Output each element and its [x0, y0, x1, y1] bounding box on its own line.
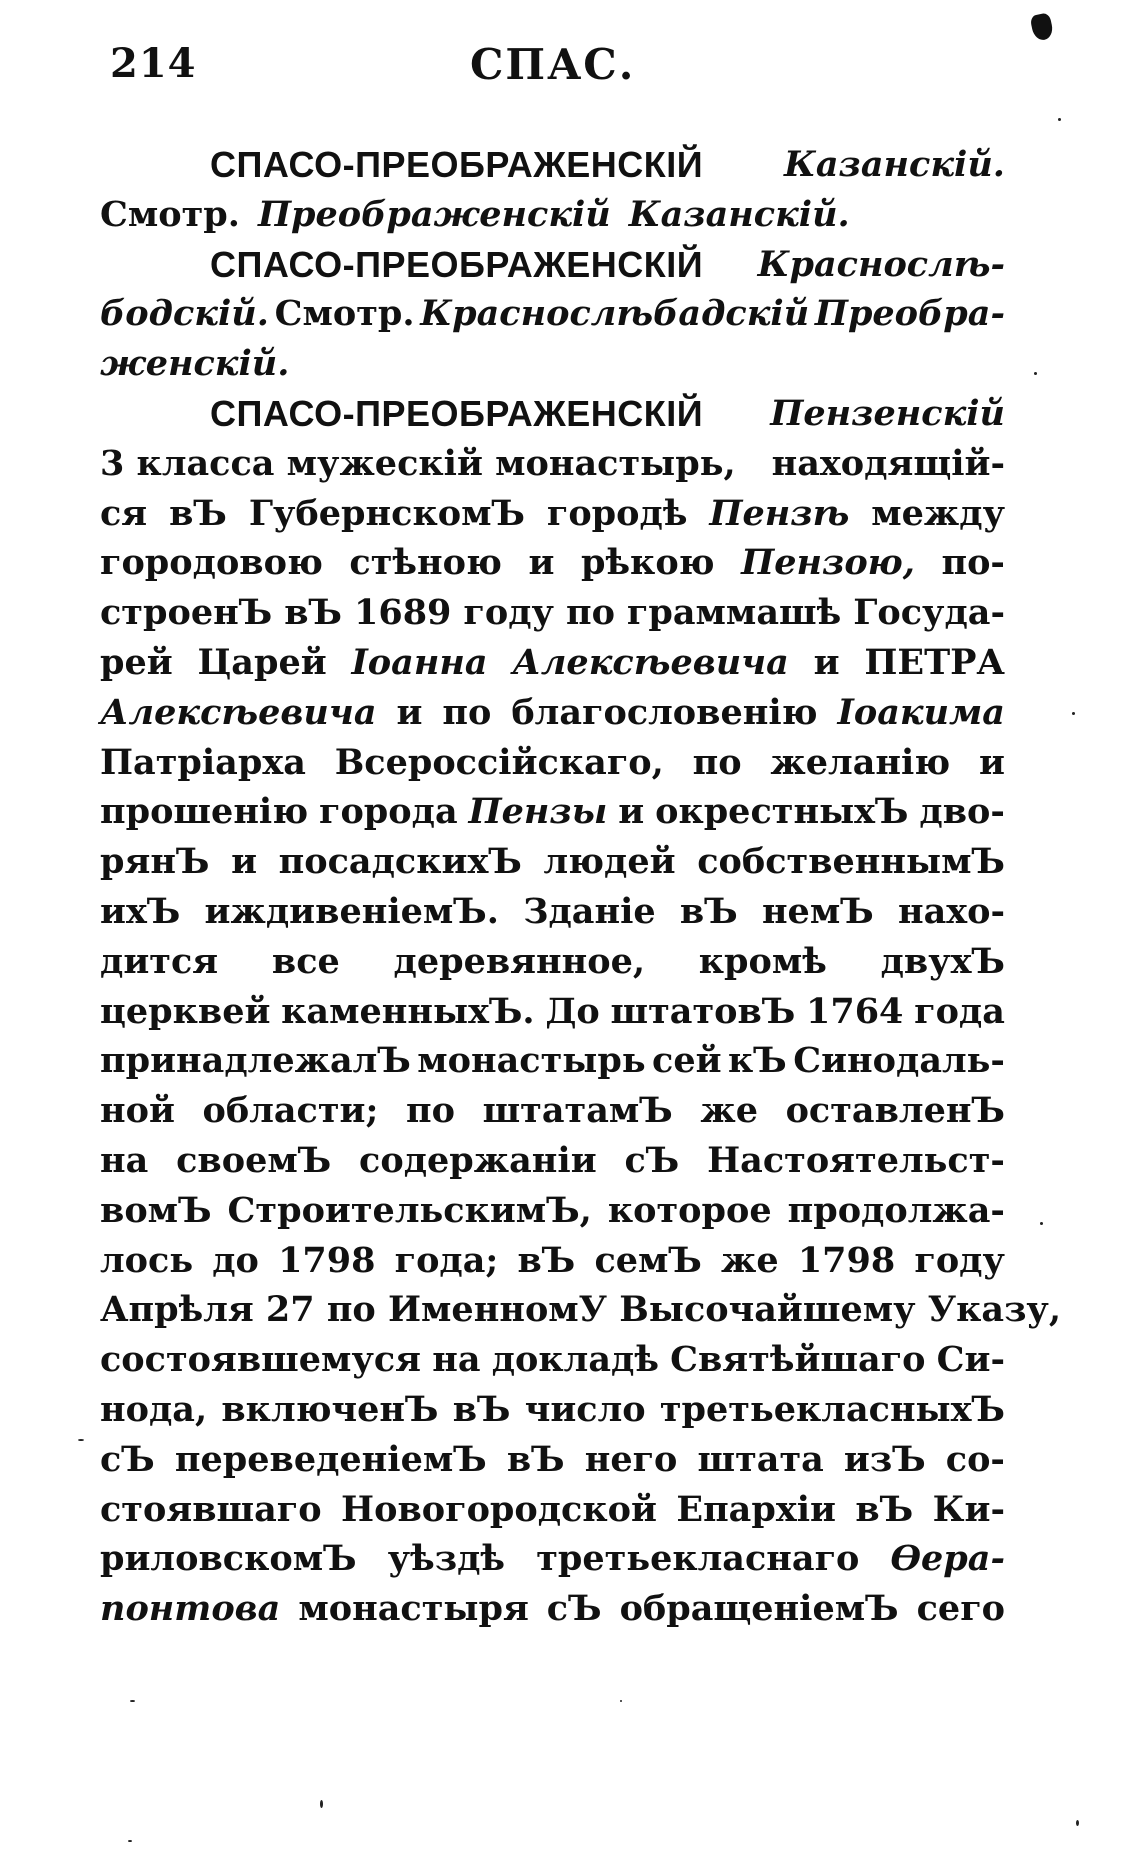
- text-line: [100, 1435, 1005, 1485]
- word: третьекласнаго: [536, 1538, 860, 1580]
- word: сЪ: [546, 1588, 602, 1630]
- word: по: [565, 592, 615, 634]
- entry-place: Краснослѣ-: [757, 243, 1005, 285]
- word: которое: [607, 1189, 772, 1231]
- word: Си-: [936, 1339, 1005, 1381]
- word: 3 класса мужескій монастырь,: [100, 442, 736, 484]
- word: вЪ: [506, 1438, 565, 1480]
- word: 1798: [797, 1239, 896, 1281]
- word: Зданіе: [523, 890, 656, 932]
- word: ся: [100, 492, 148, 534]
- word: и: [618, 791, 645, 833]
- word: штата: [697, 1438, 824, 1480]
- text-line: [100, 887, 1005, 937]
- text-line: [100, 987, 1005, 1037]
- text-line: [100, 439, 1005, 489]
- word: по-: [941, 542, 1005, 584]
- word: нода,: [100, 1388, 208, 1430]
- word: своемЪ: [176, 1139, 332, 1181]
- word: окрестныхЪ: [655, 791, 909, 833]
- word: иждивеніемЪ.: [204, 890, 499, 932]
- scan-speck: [1076, 1820, 1079, 1826]
- word: году: [463, 592, 554, 634]
- text-line: [100, 1285, 1062, 1335]
- word: немЪ: [761, 890, 874, 932]
- word: года: [914, 990, 1005, 1032]
- word: Госуда-: [853, 592, 1005, 634]
- word: вЪ: [169, 492, 227, 534]
- word: семЪ: [594, 1239, 702, 1281]
- word: деревянное,: [393, 940, 646, 982]
- text-line: [100, 1136, 1005, 1186]
- word: ГубернскомЪ: [248, 492, 525, 534]
- word: по: [692, 741, 742, 783]
- word: города: [319, 791, 458, 833]
- word: рѣкою: [580, 542, 715, 584]
- text-line: [100, 190, 1005, 240]
- word: ихЪ: [100, 890, 181, 932]
- text-line: [100, 638, 1005, 688]
- word: Синодаль-: [793, 1040, 1005, 1082]
- entry-place: Пензенскій: [770, 392, 1005, 434]
- word: кромѣ: [698, 940, 827, 982]
- word: Пензы: [468, 791, 608, 833]
- text-line: [100, 787, 1005, 837]
- word: городовою: [100, 542, 323, 584]
- word: Пензою,: [741, 542, 915, 584]
- word: Смотр.: [274, 293, 415, 335]
- word: со-: [945, 1438, 1005, 1480]
- word: же: [700, 1090, 758, 1132]
- word: состоявшемуся: [100, 1339, 422, 1381]
- text-line: [100, 1186, 1005, 1236]
- page-header: [110, 40, 1010, 100]
- word: ной: [100, 1090, 175, 1132]
- text-line: [100, 1036, 1005, 1086]
- word: стѣною: [349, 542, 502, 584]
- word: сей: [652, 1040, 722, 1082]
- word: собственнымЪ: [697, 841, 1005, 883]
- word: между: [871, 492, 1005, 534]
- word: Царей: [197, 641, 327, 683]
- word: и: [231, 841, 258, 883]
- word: все: [271, 940, 340, 982]
- word: Святѣйшаго: [670, 1339, 926, 1381]
- text-line: [100, 240, 1005, 290]
- word: ПЕТРА: [864, 641, 1005, 683]
- entry-heading: СПАСО-ПРЕОБРАЖЕНСКІЙ: [210, 144, 704, 185]
- word: штатовЪ: [610, 990, 796, 1032]
- word: Смотр.: [100, 193, 240, 235]
- text-line: [100, 588, 1005, 638]
- text-line: [100, 1485, 1005, 1535]
- word: рей: [100, 641, 173, 683]
- scan-speck: [1040, 1222, 1043, 1225]
- word: вЪ: [452, 1388, 511, 1430]
- word: бодскій.: [100, 293, 269, 335]
- word: Настоятельст-: [707, 1139, 1005, 1181]
- word: Алексѣевича: [100, 691, 377, 733]
- word: стоявшаго: [100, 1488, 322, 1530]
- text-line: [100, 289, 1005, 339]
- text-line: [100, 1584, 1005, 1634]
- text-line: [100, 1236, 1005, 1286]
- word: строенЪ: [100, 592, 273, 634]
- scan-speck: [130, 1700, 135, 1702]
- word: по: [406, 1090, 455, 1132]
- word: риловскомЪ: [100, 1538, 357, 1580]
- word: монастыря: [298, 1588, 529, 1630]
- word: включенЪ: [221, 1388, 439, 1430]
- text-line: [100, 688, 1005, 738]
- word: желанію: [770, 741, 951, 783]
- word: оставленЪ: [785, 1090, 1005, 1132]
- word: нахо-: [897, 890, 1005, 932]
- text-line: [100, 738, 1005, 788]
- text-line: [100, 937, 1005, 987]
- word: на: [100, 1139, 149, 1181]
- word: кЪ: [728, 1040, 787, 1082]
- word: число: [524, 1388, 646, 1430]
- scan-speck: [620, 1700, 622, 1702]
- word: монастырь: [417, 1040, 646, 1082]
- word: посадскихЪ: [278, 841, 522, 883]
- word: области;: [202, 1090, 379, 1132]
- word: уѣздѣ: [387, 1538, 506, 1580]
- entry-text: [100, 140, 1062, 1634]
- text-line: [100, 1385, 1005, 1435]
- cross-reference: Преображенскій: [257, 193, 611, 235]
- scan-speck: [78, 1439, 84, 1441]
- word: До: [545, 990, 600, 1032]
- scan-speck: [128, 1840, 132, 1842]
- entry-heading: СПАСО-ПРЕОБРАЖЕНСКІЙ: [210, 392, 704, 434]
- word: благословенію: [511, 691, 818, 733]
- word: и: [528, 542, 555, 584]
- word: Всероссійскаго,: [334, 741, 664, 783]
- cross-reference: Казанскій.: [628, 193, 850, 235]
- cross-reference: Краснослѣбадскій: [420, 293, 810, 335]
- word: Ѳера-: [890, 1538, 1005, 1580]
- scan-speck: [1034, 372, 1037, 375]
- word: принадлежалЪ: [100, 1040, 411, 1082]
- word: него: [584, 1438, 678, 1480]
- word: же: [721, 1239, 779, 1281]
- word: понтова: [100, 1588, 281, 1630]
- text-line: [100, 489, 1005, 539]
- word: и: [979, 741, 1005, 783]
- word: Алексѣевича: [512, 641, 789, 683]
- word: до: [212, 1239, 259, 1281]
- word: прошенію: [100, 791, 309, 833]
- scan-speck: [1058, 118, 1061, 121]
- text-line: [100, 1335, 1005, 1385]
- text-line: [100, 339, 1005, 389]
- word: года;: [394, 1239, 499, 1281]
- word: двухЪ: [880, 940, 1005, 982]
- word: Іоакима: [837, 691, 1005, 733]
- word: и: [813, 641, 840, 683]
- word: рянЪ: [100, 841, 210, 883]
- running-head: СПАС.: [470, 40, 636, 89]
- scan-speck: [320, 1800, 323, 1808]
- word: штатамЪ: [482, 1090, 673, 1132]
- word: 1764: [806, 990, 904, 1032]
- cross-reference: Преобра-: [814, 293, 1005, 335]
- text-line: [100, 538, 1005, 588]
- text-line: [100, 1086, 1005, 1136]
- word: переведеніемЪ: [174, 1438, 487, 1480]
- word: докладѣ: [491, 1339, 659, 1381]
- word: содержаніи: [359, 1139, 597, 1181]
- word: лось: [100, 1239, 194, 1281]
- word: вЪ: [284, 592, 342, 634]
- word: 1798: [278, 1239, 376, 1281]
- text-line: [100, 1534, 1005, 1584]
- word: по: [442, 691, 492, 733]
- text-line: [100, 140, 1005, 190]
- word: и: [396, 691, 423, 733]
- entry-heading: СПАСО-ПРЕОБРАЖЕНСКІЙ: [210, 243, 704, 285]
- word: вЪ: [517, 1239, 576, 1281]
- word: изЪ: [843, 1438, 926, 1480]
- word: каменныхЪ.: [281, 990, 535, 1032]
- word: граммашѣ: [626, 592, 842, 634]
- word: 1689: [354, 592, 452, 634]
- word: городѣ: [546, 492, 688, 534]
- word: Патріарха: [100, 741, 306, 783]
- word: СтроительскимЪ,: [227, 1189, 592, 1231]
- word: Іоанна: [351, 641, 488, 683]
- page-number: 214: [110, 40, 197, 87]
- word: дится: [100, 940, 219, 982]
- word: находящій-: [771, 442, 1005, 484]
- word: людей: [543, 841, 676, 883]
- word: церквей: [100, 990, 271, 1032]
- word: третьекласныхЪ: [659, 1388, 1005, 1430]
- word: Новогородской: [341, 1488, 657, 1530]
- scan-speck: [1072, 712, 1075, 715]
- word: на: [432, 1339, 481, 1381]
- word: дво-: [919, 791, 1005, 833]
- ink-blot: [1030, 12, 1055, 42]
- word: году: [914, 1239, 1005, 1281]
- word: Пензѣ: [709, 492, 850, 534]
- word: Ки-: [932, 1488, 1005, 1530]
- word: вЪ: [679, 890, 738, 932]
- word: вомЪ: [100, 1189, 212, 1231]
- word: сЪ: [624, 1139, 680, 1181]
- word: продолжа-: [787, 1189, 1005, 1231]
- text-line: [100, 837, 1005, 887]
- word: вЪ: [855, 1488, 914, 1530]
- word: женскій.: [100, 343, 290, 385]
- text-line: [100, 389, 1005, 439]
- word: сЪ: [100, 1438, 155, 1480]
- entry-place: Казанскій.: [784, 144, 1005, 185]
- word: сего: [916, 1588, 1005, 1630]
- word: обращеніемЪ: [619, 1588, 899, 1630]
- word: Епархіи: [676, 1488, 836, 1530]
- word: Апрѣля 27 по ИменномУ Высочайшему Указу,: [100, 1289, 1062, 1331]
